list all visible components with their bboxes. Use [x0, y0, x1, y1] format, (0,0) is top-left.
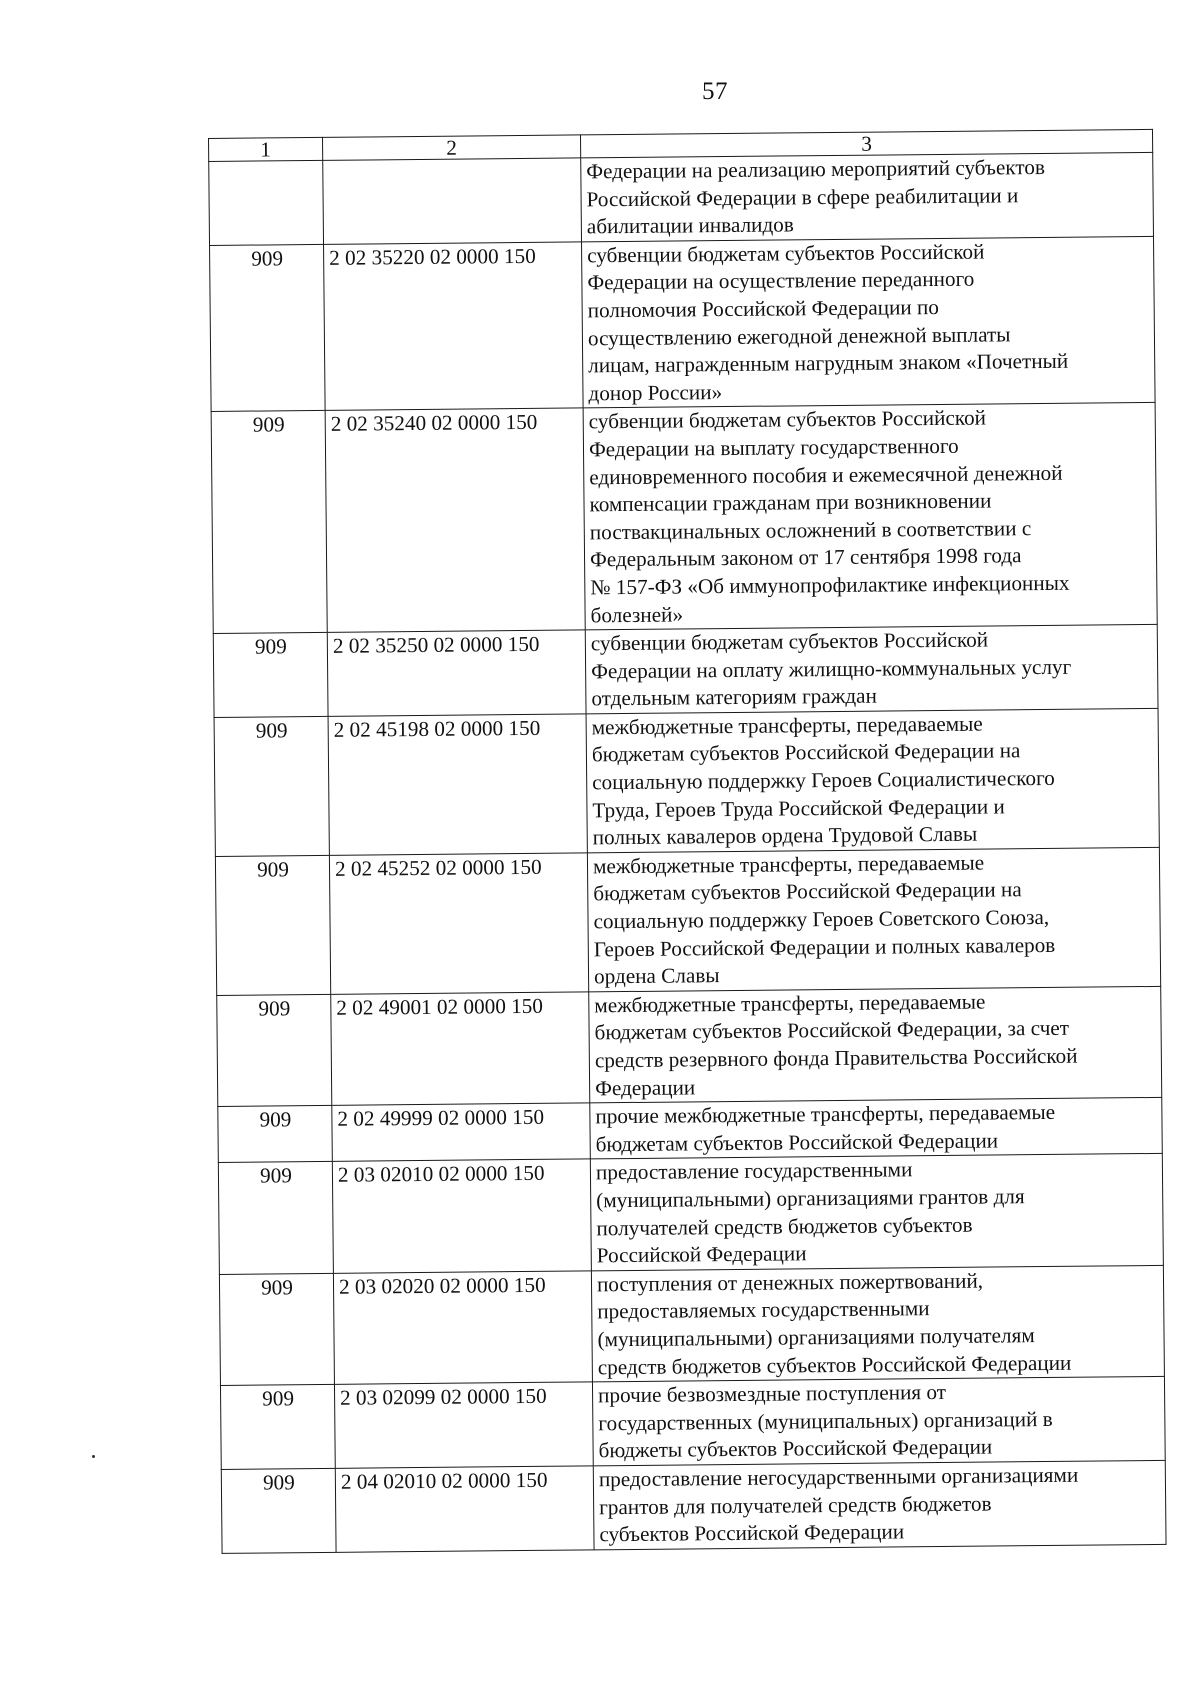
description-line: болезней» — [590, 601, 684, 627]
table-row — [215, 847, 1160, 995]
description-line: донор России» — [588, 379, 723, 406]
description-line: (муниципальными) организациями получателям — [597, 1323, 1035, 1352]
page-number: 57 — [702, 78, 728, 105]
budget-code-cell: 2 02 35250 02 0000 150 — [327, 630, 586, 716]
description-line: межбюджетные трансферты, передаваемые — [591, 711, 983, 740]
description-line: абилитации инвалидов — [586, 212, 794, 239]
header-cell-2: 2 — [322, 135, 580, 160]
description-line: поствакцинальных осложнений в соответствии с — [589, 515, 1032, 545]
header-cell-3: 3 — [580, 129, 1152, 157]
budget-code-cell: 2 02 45198 02 0000 150 — [328, 714, 587, 855]
admin-code-cell: 909 — [218, 1106, 333, 1163]
description-line: Федерации на оплату жилищно-коммунальных услуг — [591, 654, 1072, 684]
description-line: субъектов Российской Федерации — [599, 1519, 905, 1547]
description-line: бюджетам субъектов Российской Федерации — [595, 1128, 999, 1157]
description-line: средств резервного фонда Правительства Российской — [594, 1043, 1078, 1073]
description-line: ордена Славы — [593, 963, 720, 989]
description-line: Федерации — [595, 1074, 696, 1100]
budget-classification-table — [208, 129, 1167, 1554]
description-line: полномочия Российской Федерации по — [587, 294, 940, 323]
admin-code-cell: 909 — [215, 855, 330, 995]
table-row — [218, 1098, 1162, 1163]
table-row — [219, 1265, 1164, 1385]
budget-code-cell: 2 02 49999 02 0000 150 — [332, 1103, 591, 1162]
description-line: Федерации на реализацию мероприятий субъектов — [586, 154, 1046, 184]
description-cell — [581, 152, 1154, 241]
description-line: прочие межбюджетные трансферты, передаваемые — [595, 1100, 1056, 1129]
description-line: субвенции бюджетам субъектов Российской — [587, 239, 985, 268]
admin-code-cell: 909 — [211, 411, 327, 634]
budget-code-cell: 2 04 02010 02 0000 150 — [335, 1466, 594, 1552]
budget-code-cell: 2 03 02099 02 0000 150 — [334, 1382, 593, 1468]
budget-code-cell: 2 03 02010 02 0000 150 — [332, 1159, 591, 1273]
budget-code-cell — [323, 158, 582, 244]
description-line: социальную поддержку Героев Социалистического — [592, 765, 1055, 795]
description-line: предоставляемых государственными — [597, 1296, 930, 1324]
description-line: социальную поддержку Героев Советского Союза, — [593, 904, 1050, 934]
budget-code-cell: 2 02 45252 02 0000 150 — [329, 853, 588, 994]
admin-code-cell: 909 — [214, 716, 329, 856]
description-line: Труда, Героев Труда Российской Федерации и — [592, 794, 1005, 822]
description-line: отдельным категориям граждан — [591, 683, 877, 711]
description-line: межбюджетные трансферты, передаваемые — [594, 989, 986, 1018]
description-cell — [583, 403, 1157, 630]
description-line: субвенции бюджетам субъектов Российской — [588, 405, 987, 434]
budget-code-cell: 2 03 02020 02 0000 150 — [333, 1271, 592, 1385]
admin-code-cell: 909 — [213, 632, 328, 717]
description-line: Федерации на выплату государственного — [588, 433, 959, 462]
description-line: бюджеты субъектов Российской Федерации — [598, 1434, 993, 1463]
description-cell — [590, 1098, 1163, 1160]
admin-code-cell — [209, 160, 324, 245]
description-line: Федеральным законом от 17 сентября 1998 года — [589, 543, 1022, 572]
description-cell — [590, 1154, 1163, 1271]
description-line: получателей средств бюджетов субъектов — [596, 1212, 973, 1240]
description-cell — [582, 236, 1156, 408]
description-line: грантов для получателей средств бюджетов — [599, 1491, 992, 1519]
description-line: Федерации на осуществление переданного — [587, 267, 975, 295]
scan-speck — [92, 1455, 95, 1458]
description-line: бюджетам субъектов Российской Федерации на — [591, 738, 1021, 767]
admin-code-cell: 909 — [221, 1468, 336, 1553]
description-cell — [593, 1460, 1166, 1549]
description-line: прочие безвозмездные поступления от — [597, 1380, 947, 1408]
description-line: компенсации гражданам при возникновении — [589, 488, 992, 517]
table-row — [218, 1154, 1163, 1274]
description-line: осуществлению ежегодной денежной выплаты — [587, 321, 1011, 350]
description-line: единовременного пособия и ежемесячной денежной — [589, 460, 1063, 489]
budget-code-cell: 2 02 35240 02 0000 150 — [325, 408, 585, 632]
description-line: Российской Федерации в сфере реабилитации и — [586, 182, 1019, 211]
description-line: Героев Российской Федерации и полных кавалеров — [593, 932, 1056, 961]
description-cell — [587, 847, 1160, 991]
description-line: лицам, награжденным нагрудным знаком «Почетный — [588, 348, 1069, 378]
admin-code-cell: 909 — [219, 1273, 334, 1385]
table-row — [214, 708, 1159, 856]
description-line: средств бюджетов субъектов Российской Федерации — [597, 1350, 1072, 1379]
admin-code-cell: 909 — [218, 1162, 333, 1274]
description-cell — [589, 986, 1162, 1103]
description-line: субвенции бюджетам субъектов Российской — [590, 627, 989, 656]
table-row — [211, 403, 1157, 634]
description-line: (муниципальными) организациями грантов для — [596, 1184, 1025, 1213]
budget-code-cell: 2 02 49001 02 0000 150 — [331, 992, 590, 1106]
admin-code-cell: 909 — [220, 1384, 335, 1469]
description-cell — [585, 625, 1158, 714]
description-line: предоставление государственными — [595, 1157, 913, 1185]
description-line: № 157-ФЗ «Об иммунопрофилактике инфекционных — [590, 570, 1070, 600]
table-body — [209, 129, 1167, 1553]
description-line: бюджетам субъектов Российской Федерации, за счет — [594, 1016, 1070, 1045]
description-line: государственных (муниципальных) организаций в — [598, 1406, 1053, 1436]
table-row — [217, 986, 1162, 1106]
header-cell-1: 1 — [209, 137, 323, 161]
budget-code-cell: 2 02 35220 02 0000 150 — [324, 242, 584, 411]
description-line: полных кавалеров ордена Трудовой Славы — [592, 821, 978, 850]
table-row — [213, 625, 1158, 718]
description-line: бюджетам субъектов Российской Федерации на — [593, 877, 1022, 906]
description-cell — [591, 1265, 1164, 1382]
table-row — [209, 152, 1154, 245]
description-line: межбюджетные трансферты, передаваемые — [592, 850, 985, 879]
table-row — [210, 236, 1156, 412]
description-line: Российской Федерации — [596, 1241, 807, 1268]
description-cell — [592, 1377, 1165, 1466]
description-line: поступления от денежных пожертвований, — [596, 1268, 984, 1297]
admin-code-cell: 909 — [217, 994, 332, 1106]
description-line: предоставление негосударственными организациями — [598, 1462, 1079, 1492]
description-cell — [586, 708, 1159, 852]
table-row — [221, 1460, 1166, 1553]
document-sheet — [208, 129, 1166, 1554]
table-row — [220, 1377, 1165, 1470]
admin-code-cell: 909 — [210, 244, 326, 412]
